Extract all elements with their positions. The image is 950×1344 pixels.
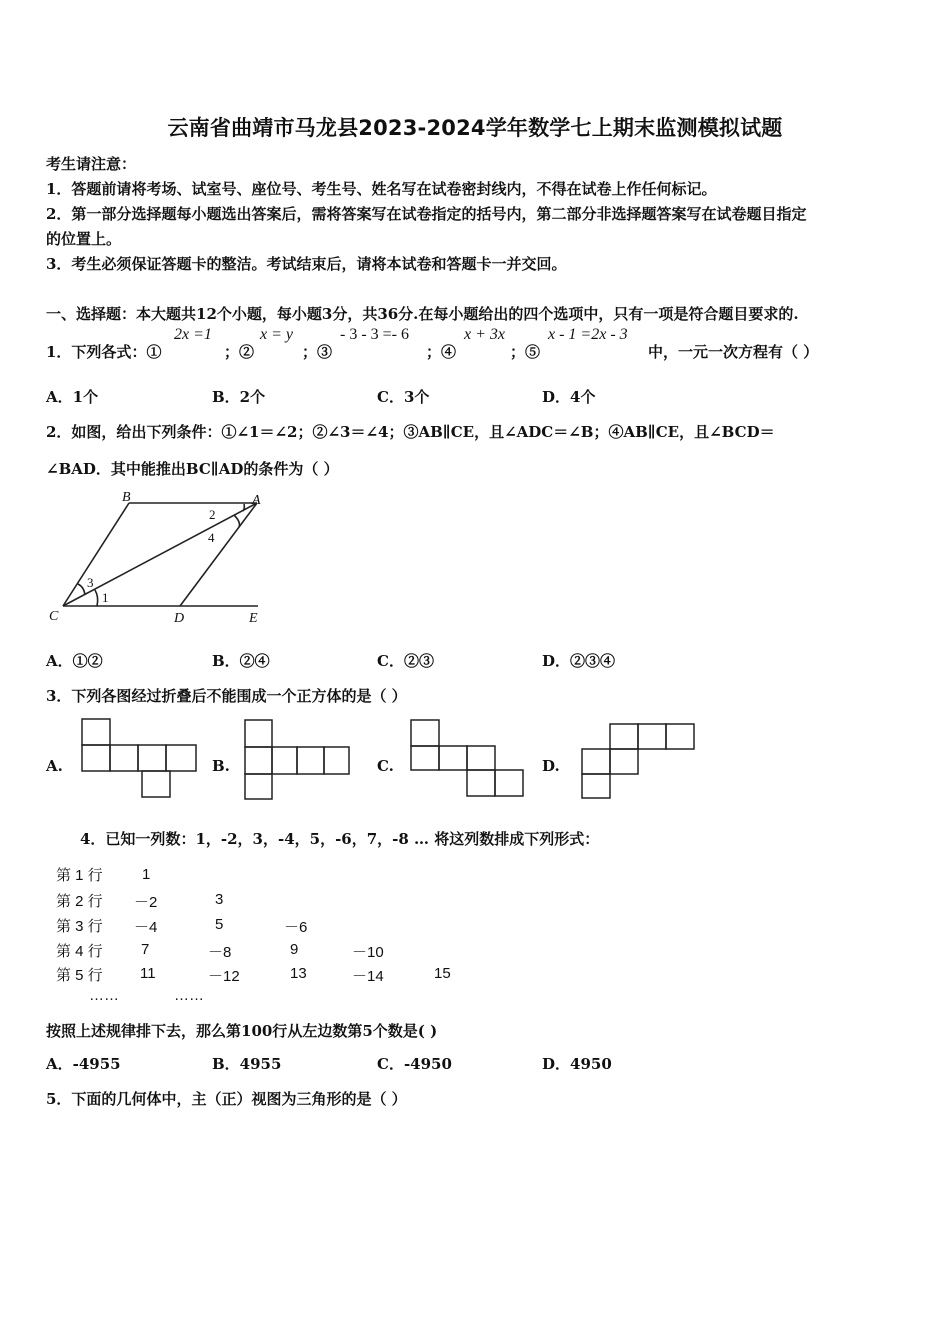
- label-angle-1: 1: [102, 590, 109, 605]
- q4-question: 按照上述规律排下去，那么第100行从左边数第5个数是( ): [46, 1022, 438, 1040]
- q3-label-d: D.: [542, 757, 560, 775]
- q4-row-5-label: 第 5 行: [56, 967, 103, 984]
- q1-option-c: C．3个: [377, 388, 430, 406]
- q4-row-3-num-2: 5: [215, 916, 224, 933]
- q4-row-4-num-4: －10: [352, 944, 384, 961]
- q4-row-3-num-1: －4: [134, 919, 158, 936]
- label-a: A: [252, 493, 261, 508]
- net-a: [82, 719, 196, 797]
- q4-row-3-num-3: －6: [284, 919, 308, 936]
- q4-row-4-label: 第 4 行: [56, 943, 103, 960]
- q1-option-b: B．2个: [212, 388, 266, 406]
- q4-option-d: D．4950: [542, 1055, 612, 1073]
- q3-label-b: B.: [212, 757, 230, 775]
- net-d: [582, 724, 694, 798]
- section-heading: 一、选择题：本大题共12个小题，每小题3分，共36分.在每小题给出的四个选项中，只有一项是符合题目要求的.: [46, 305, 799, 323]
- q2-option-b: B．②④: [212, 652, 270, 670]
- q4-row-2-label: 第 2 行: [56, 893, 103, 910]
- q2-text-line-2: ∠BAD．其中能推出BC∥AD的条件为（ ）: [46, 460, 339, 478]
- label-e: E: [249, 611, 258, 626]
- q1-expr-2: x = y: [260, 326, 293, 343]
- q1-prefix: 1．下列各式：①: [46, 343, 162, 361]
- q5-text: 5．下面的几何体中，主（正）视图为三角形的是（ ）: [46, 1090, 407, 1108]
- q4-row-5-num-4: －14: [352, 968, 384, 985]
- angle-arc-2: [243, 504, 244, 511]
- label-angle-2: 2: [209, 507, 216, 522]
- angle-arc-1: [95, 590, 98, 606]
- q4-row-3-label: 第 3 行: [56, 918, 103, 935]
- q1-expr-4: x + 3x: [464, 326, 505, 343]
- q2-text-line-1: 2．如图，给出下列条件：①∠1＝∠2；②∠3＝∠4；③AB∥CE，且∠ADC＝∠B；④AB∥CE，且∠BCD＝: [46, 423, 775, 441]
- angle-arc-4: [234, 515, 239, 527]
- segment-ac: [63, 503, 257, 606]
- label-d: D: [174, 611, 185, 626]
- notice-item-2: 2．第一部分选择题每小题选出答案后，需将答案写在试卷指定的括号内，第二部分非选择题答案写在试卷题目指定: [46, 205, 807, 223]
- q4-row-5-num-3: 13: [290, 965, 307, 982]
- q4-row-2-num-1: －2: [134, 894, 158, 911]
- q4-row-4-num-2: －8: [208, 944, 232, 961]
- cube-nets-figure: [0, 712, 720, 807]
- q4-row-2-num-2: 3: [215, 891, 224, 908]
- q4-row-5-num-5: 15: [434, 965, 451, 982]
- q1-sep-1: ；②: [224, 343, 255, 361]
- q1-expr-3: - 3 - 3 =- 6: [340, 326, 410, 343]
- q4-row-1-label: 第 1 行: [56, 867, 103, 884]
- q1-sep-3: ；④: [426, 343, 457, 361]
- q1-expr-5: x - 1 =2x - 3: [548, 326, 628, 343]
- q1-option-a: A．1个: [46, 388, 99, 406]
- net-b: [245, 720, 349, 799]
- label-b: B: [122, 490, 131, 505]
- q4-row-4-num-1: 7: [141, 941, 150, 958]
- q4-option-a: A．-4955: [46, 1055, 121, 1073]
- q3-label-c: C.: [377, 757, 394, 775]
- q4-ellipsis-1: ……: [89, 987, 119, 1004]
- label-angle-3: 3: [87, 575, 94, 590]
- label-c: C: [49, 609, 59, 624]
- q4-row-1-num-1: 1: [142, 866, 151, 883]
- q4-option-b: B．4955: [212, 1055, 282, 1073]
- q2-option-c: C．②③: [377, 652, 434, 670]
- angle-arc-3: [78, 584, 85, 595]
- parallelogram-figure: [40, 486, 280, 630]
- notice-item-1: 1．答题前请将考场、试室号、座位号、考生号、姓名写在试卷密封线内，不得在试卷上作任何标记。: [46, 180, 717, 198]
- q1-option-d: D．4个: [542, 388, 596, 406]
- q1-suffix: 中，一元一次方程有（ ）: [648, 343, 819, 361]
- q4-ellipsis-2: ……: [174, 987, 204, 1004]
- segment-ad: [180, 503, 257, 606]
- q4-row-5-num-1: 11: [140, 965, 156, 982]
- notice-item-2-cont: 的位置上。: [46, 230, 122, 248]
- notice-heading: 考生请注意：: [46, 155, 137, 173]
- q4-option-c: C．-4950: [377, 1055, 452, 1073]
- q2-option-a: A．①②: [46, 652, 103, 670]
- label-angle-4: 4: [208, 530, 215, 545]
- q3-text: 3．下列各图经过折叠后不能围成一个正方体的是（ ）: [46, 687, 407, 705]
- q3-label-a: A.: [46, 757, 63, 775]
- q4-text: 4．已知一列数：1，-2，3，-4，5，-6，7，-8 … 将这列数排成下列形式：: [80, 830, 600, 848]
- q1-sep-2: ；③: [302, 343, 333, 361]
- q1-sep-4: ；⑤: [510, 343, 541, 361]
- net-c: [411, 720, 523, 796]
- q1-expr-1: 2x =1: [174, 326, 212, 343]
- q2-option-d: D．②③④: [542, 652, 616, 670]
- page-title: 云南省曲靖市马龙县2023-2024学年数学七上期末监测模拟试题: [167, 116, 783, 140]
- q4-row-4-num-3: 9: [290, 941, 299, 958]
- q4-row-5-num-2: －12: [208, 968, 240, 985]
- notice-item-3: 3．考生必须保证答题卡的整洁。考试结束后，请将本试卷和答题卡一并交回。: [46, 255, 567, 273]
